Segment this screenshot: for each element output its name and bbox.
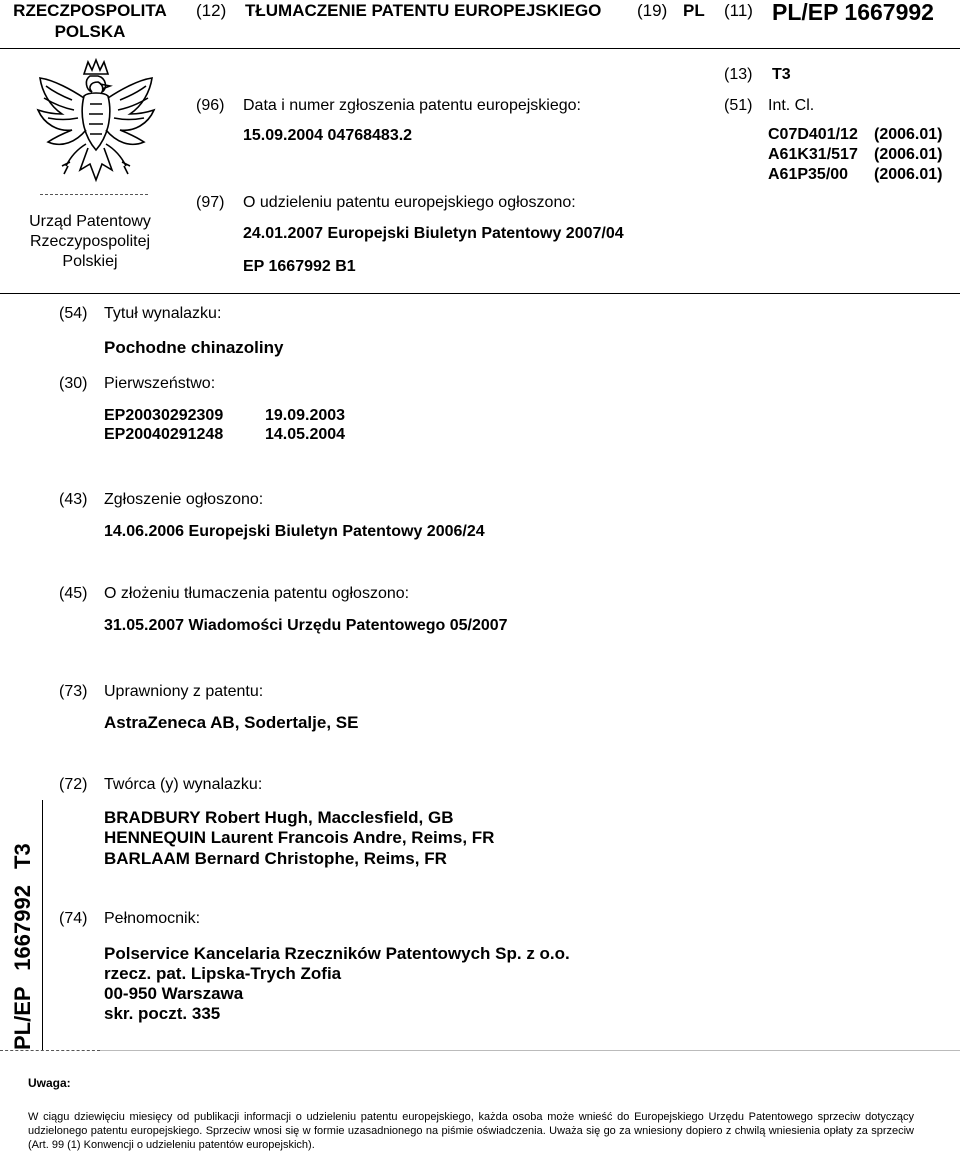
field-45-code: (45) — [59, 585, 88, 602]
ipc-class-symbol: C07D401/12 — [768, 126, 858, 143]
field-73-label: Uprawniony z patentu: — [104, 683, 264, 700]
ipc-class-version: (2006.01) — [874, 146, 943, 163]
section-rule — [0, 293, 960, 294]
office-name-line-1: Urząd Patentowy — [29, 213, 151, 230]
field-72-code: (72) — [59, 776, 88, 793]
field-19-code: (19) — [637, 1, 668, 20]
note-text: W ciągu dziewięciu miesięcy od publikacji informacji o udzieleniu patentu europejskiego, każda osoba może wnieść do Europejskiego Urzędu Patentowego sprzeciw dotyczący udzielonego patentu europejskiego. Sprzeciw wnosi się w formie uzasadnionego na piśmie oświadczenia. Uważa się go za wniesiony dopiero z chwilą wniesienia opłaty za sprzeciw (Art. 99 (1) Konwencji o udzieleniu patentów europejskich). — [28, 1111, 914, 1151]
field-12-code: (12) — [196, 1, 227, 20]
document-type: TŁUMACZENIE PATENTU EUROPEJSKIEGO — [245, 1, 602, 20]
polish-eagle-emblem-icon — [32, 58, 160, 198]
field-96-value: 15.09.2004 04768483.2 — [243, 127, 413, 144]
field-13-value: T3 — [772, 66, 791, 83]
field-54-code: (54) — [59, 305, 88, 322]
field-51-label: Int. Cl. — [768, 97, 815, 114]
patent-owner: AstraZeneca AB, Sodertalje, SE — [104, 713, 359, 732]
priority-number: EP20040291248 — [104, 426, 224, 443]
field-19-value: PL — [683, 1, 705, 20]
field-13-code: (13) — [724, 66, 753, 83]
priority-number: EP20030292309 — [104, 407, 224, 424]
field-45-value: 31.05.2007 Wiadomości Urzędu Patentowego 05/2007 — [104, 617, 508, 634]
priority-date: 19.09.2003 — [265, 407, 346, 424]
attorney-line: skr. poczt. 335 — [104, 1004, 221, 1023]
field-97-value: 24.01.2007 Europejski Biuletyn Patentowy 2007/04 — [243, 225, 624, 242]
inventor: BARLAAM Bernard Christophe, Reims, FR — [104, 849, 447, 868]
field-45-label: O złożeniu tłumaczenia patentu ogłoszono: — [104, 585, 410, 602]
field-97-code: (97) — [196, 194, 225, 211]
office-name-line-3: Polskiej — [62, 253, 118, 270]
field-96-code: (96) — [196, 97, 225, 114]
field-43-value: 14.06.2006 Europejski Biuletyn Patentowy 2006/24 — [104, 523, 485, 540]
country-name: RZECZPOSPOLITA POLSKA — [13, 1, 167, 41]
invention-title: Pochodne chinazoliny — [104, 338, 284, 357]
office-name-line-2: Rzeczypospolitej — [29, 233, 151, 250]
field-96-label: Data i numer zgłoszenia patentu europejskiego: — [243, 97, 581, 114]
attorney-line: 00-950 Warszawa — [104, 984, 244, 1003]
ipc-class-symbol: A61P35/00 — [768, 166, 849, 183]
priority-date: 14.05.2004 — [265, 426, 346, 443]
inventor: HENNEQUIN Laurent Francois Andre, Reims, FR — [104, 828, 495, 847]
patent-number: PL/EP 1667992 — [772, 0, 934, 25]
field-97-ep-number: EP 1667992 B1 — [243, 258, 356, 275]
side-patent-label: PL/EP 1667992 T3 — [10, 843, 35, 1050]
field-73-code: (73) — [59, 683, 88, 700]
footer-dash-left — [0, 1050, 100, 1051]
note-title: Uwaga: — [28, 1076, 71, 1090]
office-name — [0, 212, 180, 272]
ipc-class-symbol: A61K31/517 — [768, 146, 858, 163]
emblem-underline — [40, 194, 148, 195]
field-11-code: (11) — [724, 1, 753, 20]
field-54-label: Tytuł wynalazku: — [104, 305, 222, 322]
footer-rule — [100, 1050, 960, 1051]
attorney-line: Polservice Kancelaria Rzeczników Patentowych Sp. z o.o. — [104, 944, 570, 963]
ipc-class-version: (2006.01) — [874, 126, 943, 143]
attorney-line: rzecz. pat. Lipska-Trych Zofia — [104, 964, 342, 983]
field-43-label: Zgłoszenie ogłoszono: — [104, 491, 264, 508]
field-72-label: Twórca (y) wynalazku: — [104, 776, 263, 793]
field-74-code: (74) — [59, 910, 88, 927]
field-30-label: Pierwszeństwo: — [104, 375, 216, 392]
field-97-label: O udzieleniu patentu europejskiego ogłoszono: — [243, 194, 576, 211]
header-rule — [0, 48, 960, 49]
inventor: BRADBURY Robert Hugh, Macclesfield, GB — [104, 808, 454, 827]
field-43-code: (43) — [59, 491, 88, 508]
field-51-code: (51) — [724, 97, 753, 114]
field-30-code: (30) — [59, 375, 88, 392]
side-rule — [42, 800, 43, 1050]
ipc-class-version: (2006.01) — [874, 166, 943, 183]
field-74-label: Pełnomocnik: — [104, 910, 201, 927]
